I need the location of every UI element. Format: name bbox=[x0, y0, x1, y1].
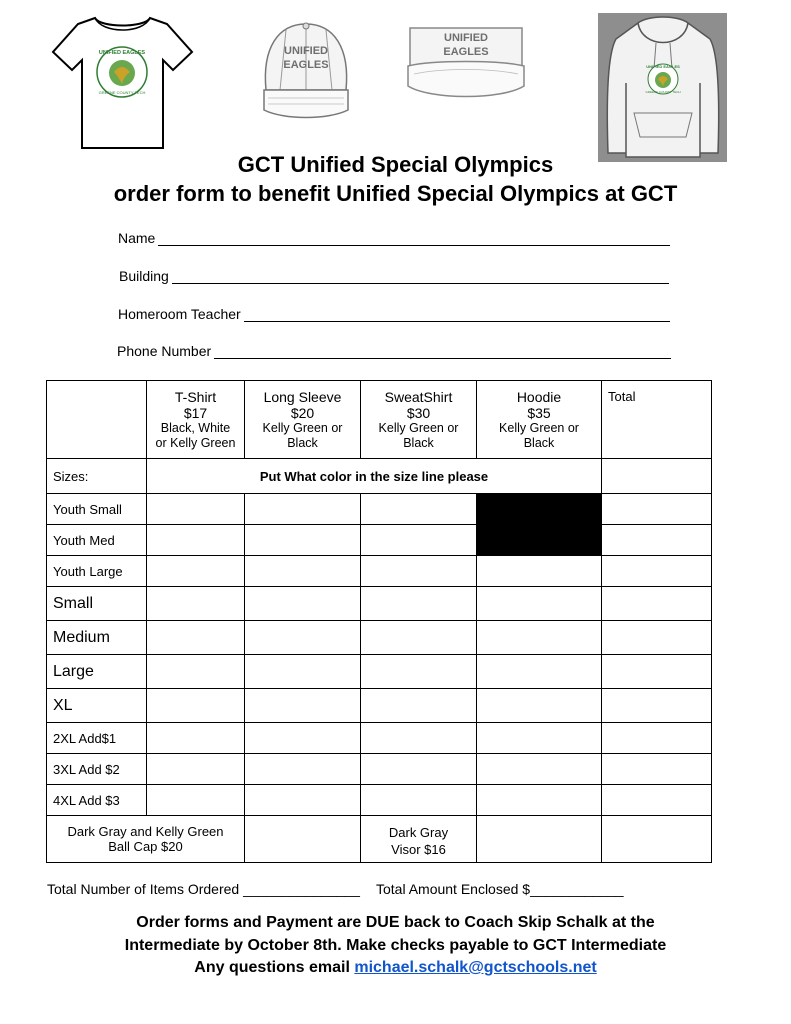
total-amount-enclosed[interactable]: Total Amount Enclosed $____________ bbox=[376, 881, 624, 897]
visor-image bbox=[402, 20, 530, 104]
ball-cap-label bbox=[47, 816, 245, 863]
qty-cell[interactable] bbox=[245, 494, 361, 525]
table-row bbox=[47, 785, 712, 816]
size-label: Large bbox=[47, 655, 147, 689]
total-cell[interactable] bbox=[602, 723, 712, 754]
qty-cell[interactable] bbox=[147, 621, 245, 655]
qty-cell[interactable] bbox=[147, 785, 245, 816]
footer-line3 bbox=[0, 957, 791, 980]
tshirt-image bbox=[50, 14, 195, 152]
product-price: $17 bbox=[183, 405, 208, 421]
total-cell[interactable] bbox=[602, 689, 712, 723]
qty-cell[interactable] bbox=[361, 525, 477, 556]
qty-cell[interactable] bbox=[361, 785, 477, 816]
sizes-total-cell bbox=[602, 459, 712, 494]
product-colors: Black, White bbox=[160, 421, 231, 435]
visor-label bbox=[361, 816, 477, 863]
product-name: SweatShirt bbox=[384, 389, 453, 405]
total-items-ordered[interactable]: Total Number of Items Ordered _______________ bbox=[47, 881, 360, 897]
unavailable-cell bbox=[477, 494, 602, 525]
table-row bbox=[47, 723, 712, 754]
cap-logo-line1: UNIFIED bbox=[284, 45, 328, 57]
product-price: $20 bbox=[290, 405, 315, 421]
header-total: Total bbox=[602, 381, 712, 459]
sizes-instruction: Put What color in the size line please bbox=[147, 459, 602, 494]
hoodie-logo-text: UNIFIED EAGLES bbox=[646, 64, 680, 69]
phone-line[interactable] bbox=[214, 345, 671, 359]
qty-cell[interactable] bbox=[147, 556, 245, 587]
qty-cell[interactable] bbox=[147, 655, 245, 689]
qty-cell[interactable] bbox=[361, 655, 477, 689]
homeroom-label: Homeroom Teacher bbox=[118, 306, 241, 322]
product-colors: Black bbox=[287, 436, 318, 450]
qty-cell[interactable] bbox=[477, 754, 602, 785]
visor-qty-cell[interactable] bbox=[477, 816, 602, 863]
homeroom-field[interactable] bbox=[118, 306, 670, 322]
qty-cell[interactable] bbox=[245, 525, 361, 556]
total-cell[interactable] bbox=[602, 494, 712, 525]
table-row bbox=[47, 655, 712, 689]
visor-logo-line2: EAGLES bbox=[443, 46, 489, 58]
building-line[interactable] bbox=[172, 270, 669, 284]
tshirt-logo-subtext: GREENE COUNTY TECH bbox=[98, 90, 146, 95]
size-label: XL bbox=[47, 689, 147, 723]
building-label: Building bbox=[119, 268, 169, 284]
header-sweatshirt bbox=[361, 381, 477, 459]
qty-cell[interactable] bbox=[245, 655, 361, 689]
name-line[interactable] bbox=[158, 232, 670, 246]
building-field[interactable] bbox=[119, 268, 669, 284]
hoodie-image bbox=[598, 13, 727, 162]
unavailable-cell bbox=[477, 525, 602, 556]
qty-cell[interactable] bbox=[477, 689, 602, 723]
order-table bbox=[46, 380, 712, 863]
qty-cell[interactable] bbox=[477, 785, 602, 816]
page-subtitle: order form to benefit Unified Special Olympics at GCT bbox=[113, 181, 678, 206]
phone-label: Phone Number bbox=[117, 343, 212, 359]
size-label: Youth Large bbox=[47, 556, 147, 587]
header-tshirt bbox=[147, 381, 245, 459]
total-cell[interactable] bbox=[602, 621, 712, 655]
qty-cell[interactable] bbox=[245, 754, 361, 785]
table-row bbox=[47, 621, 712, 655]
table-row bbox=[47, 587, 712, 621]
header-long-sleeve bbox=[245, 381, 361, 459]
product-colors: Black bbox=[403, 436, 434, 450]
visor-line1: Dark Gray bbox=[388, 825, 449, 840]
page-title: GCT Unified Special Olympics bbox=[237, 152, 554, 177]
cap-logo-line2: EAGLES bbox=[283, 59, 329, 71]
qty-cell[interactable] bbox=[477, 556, 602, 587]
footer-line1: Order forms and Payment are DUE back to Coach Skip Schalk at the bbox=[136, 914, 655, 931]
qty-cell[interactable] bbox=[477, 655, 602, 689]
product-colors: Kelly Green or bbox=[262, 421, 343, 435]
qty-cell[interactable] bbox=[361, 754, 477, 785]
qty-cell[interactable] bbox=[477, 723, 602, 754]
cap-image bbox=[258, 18, 354, 124]
header-row bbox=[47, 381, 712, 459]
product-colors: Black bbox=[523, 436, 555, 450]
total-cell[interactable] bbox=[602, 655, 712, 689]
qty-cell[interactable] bbox=[147, 587, 245, 621]
name-label: Name bbox=[118, 230, 156, 246]
product-name: Hoodie bbox=[516, 389, 562, 405]
ball-cap-line2: Ball Cap $20 bbox=[108, 839, 183, 854]
product-colors: or Kelly Green bbox=[155, 436, 236, 450]
total-cell[interactable] bbox=[602, 525, 712, 556]
header-hoodie bbox=[477, 381, 602, 459]
size-label: Small bbox=[47, 587, 147, 621]
hoodie-logo-subtext: GREENE COUNTY TECH bbox=[645, 90, 681, 94]
phone-field[interactable] bbox=[117, 343, 671, 359]
qty-cell[interactable] bbox=[361, 689, 477, 723]
product-name: Long Sleeve bbox=[263, 389, 342, 405]
header-blank-cell bbox=[47, 381, 147, 459]
qty-cell[interactable] bbox=[147, 723, 245, 754]
qty-cell[interactable] bbox=[361, 587, 477, 621]
table-row bbox=[47, 494, 712, 525]
qty-cell[interactable] bbox=[477, 621, 602, 655]
contact-email-link[interactable]: michael.schalk@gctschools.net bbox=[354, 959, 597, 976]
qty-cell[interactable] bbox=[147, 525, 245, 556]
product-name: T-Shirt bbox=[174, 389, 217, 405]
qty-cell[interactable] bbox=[361, 621, 477, 655]
qty-cell[interactable] bbox=[361, 556, 477, 587]
qty-cell[interactable] bbox=[245, 556, 361, 587]
visor-logo-line1: UNIFIED bbox=[444, 32, 488, 44]
qty-cell[interactable] bbox=[477, 587, 602, 621]
qty-cell[interactable] bbox=[245, 723, 361, 754]
qty-cell[interactable] bbox=[245, 785, 361, 816]
qty-cell[interactable] bbox=[147, 494, 245, 525]
product-colors: Kelly Green or bbox=[499, 421, 579, 435]
sizes-row bbox=[47, 459, 712, 494]
qty-cell[interactable] bbox=[245, 689, 361, 723]
total-cell[interactable] bbox=[602, 754, 712, 785]
ball-cap-qty-cell[interactable] bbox=[245, 816, 361, 863]
table-row bbox=[47, 689, 712, 723]
footer-questions-text: Any questions email bbox=[194, 959, 355, 976]
qty-cell[interactable] bbox=[361, 494, 477, 525]
size-label: 4XL Add $3 bbox=[47, 785, 147, 816]
total-cell[interactable] bbox=[602, 556, 712, 587]
size-label: 2XL Add$1 bbox=[47, 723, 147, 754]
ball-cap-line1: Dark Gray and Kelly Green bbox=[67, 824, 224, 839]
tshirt-logo-text: UNIFIED EAGLES bbox=[98, 50, 146, 56]
size-label: Medium bbox=[47, 621, 147, 655]
homeroom-line[interactable] bbox=[244, 308, 670, 322]
total-cell[interactable] bbox=[602, 785, 712, 816]
qty-cell[interactable] bbox=[361, 723, 477, 754]
accessories-total-cell[interactable] bbox=[602, 816, 712, 863]
name-field[interactable] bbox=[118, 230, 670, 246]
accessories-row bbox=[47, 816, 712, 863]
footer-line2: Intermediate by October 8th. Make checks payable to GCT Intermediate bbox=[124, 937, 667, 954]
qty-cell[interactable] bbox=[147, 754, 245, 785]
qty-cell[interactable] bbox=[147, 689, 245, 723]
table-row bbox=[47, 525, 712, 556]
table-row bbox=[47, 556, 712, 587]
product-price: $30 bbox=[406, 405, 431, 421]
total-cell[interactable] bbox=[602, 587, 712, 621]
qty-cell[interactable] bbox=[245, 587, 361, 621]
sizes-label: Sizes: bbox=[47, 459, 147, 494]
product-price: $35 bbox=[527, 405, 551, 421]
size-label: 3XL Add $2 bbox=[47, 754, 147, 785]
visor-line2: Visor $16 bbox=[391, 842, 446, 857]
product-colors: Kelly Green or bbox=[378, 421, 459, 435]
qty-cell[interactable] bbox=[245, 621, 361, 655]
table-row bbox=[47, 754, 712, 785]
size-label: Youth Med bbox=[47, 525, 147, 556]
size-label: Youth Small bbox=[47, 494, 147, 525]
